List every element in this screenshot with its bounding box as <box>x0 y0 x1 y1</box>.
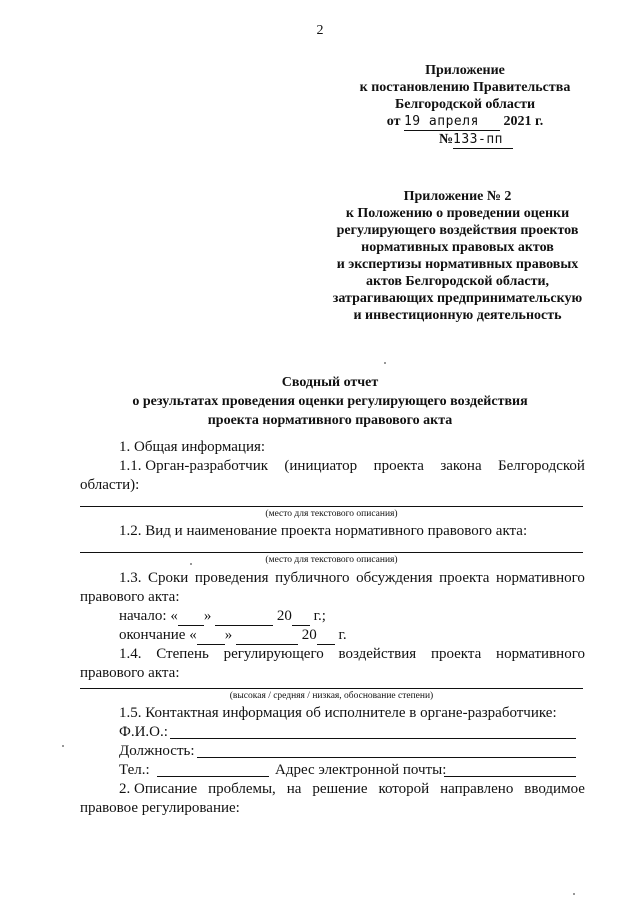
s13-word: проведения <box>194 570 269 586</box>
page-number <box>0 22 640 39</box>
appendix2-header <box>315 188 600 324</box>
scan-speck <box>573 893 575 895</box>
appendix-number-line <box>340 131 590 149</box>
s14-word: воздействия <box>338 646 417 662</box>
section-1-3-line <box>119 569 585 587</box>
number-value-field <box>453 131 513 149</box>
appendix-resolution-header <box>340 62 590 149</box>
s13-word: проекта <box>439 570 490 586</box>
s11-word: 1.1. Орган-разработчик <box>119 458 269 474</box>
s13-word: обсуждения <box>356 570 433 586</box>
s2-word: проблемы, <box>208 781 276 797</box>
scan-speck <box>384 362 386 364</box>
hint-degree: (высокая / средняя / низкая, обоснование степени) <box>229 691 434 701</box>
s2-word: которой <box>378 781 430 797</box>
appendix-line1: Приложение <box>425 63 505 78</box>
appendix2-line: затрагивающих предпринимательскую <box>332 291 583 306</box>
scan-speck <box>62 745 64 747</box>
section-2-line <box>119 780 585 798</box>
s11-word: (инициатор <box>284 458 358 474</box>
s14-word: 1.4. <box>119 646 142 662</box>
appendix-line2: к постановлению Правительства <box>359 80 571 95</box>
section-1-3-cont: правового акта: <box>80 589 180 605</box>
section-1-4-line <box>119 645 585 663</box>
s11-word: Белгородской <box>498 458 585 474</box>
s13-word: нормативного <box>495 570 585 586</box>
section-1-2: 1.2. Вид и наименование проекта нормативного правового акта: <box>119 523 528 539</box>
scan-speck <box>190 563 192 565</box>
s2-word: направлено <box>440 781 514 797</box>
section-1-heading: 1. Общая информация: <box>119 439 266 455</box>
s14-word: проекта <box>430 646 482 662</box>
s13-word: Сроки <box>148 570 189 586</box>
appendix2-line: нормативных правовых актов <box>361 240 554 255</box>
degree-fill-line <box>80 688 583 689</box>
date-value-field <box>404 113 500 131</box>
position-field[interactable] <box>197 757 576 758</box>
number-value: 133-пп <box>453 132 503 147</box>
s13-word: публичного <box>275 570 350 586</box>
section-2-cont: правовое регулирование: <box>80 800 240 816</box>
s11-word: закона <box>440 458 482 474</box>
start-day-field[interactable] <box>178 607 204 626</box>
appendix2-line: и экспертизы нормативных правовых <box>336 257 579 272</box>
end-day-field[interactable] <box>197 626 225 645</box>
phone-field[interactable] <box>157 776 269 777</box>
date-prefix: от <box>386 114 401 129</box>
end-year-prefix: 20 <box>301 627 317 643</box>
phone-label: Тел.: <box>119 762 150 778</box>
section-1-5: 1.5. Контактная информация об исполнителе в органе-разработчике: <box>119 705 557 721</box>
report-title <box>80 374 580 429</box>
s2-word: вводимое <box>524 781 585 797</box>
fio-label: Ф.И.О.: <box>119 724 168 740</box>
s2-word: 2. Описание <box>119 781 198 797</box>
appendix2-line: актов Белгородской области, <box>365 274 550 289</box>
page-number-text: 2 <box>316 23 324 38</box>
start-date-row <box>119 607 326 626</box>
number-sign: № <box>438 132 454 147</box>
start-mid: » <box>203 608 212 624</box>
fio-field[interactable] <box>170 738 576 739</box>
date-year: 2021 г. <box>503 114 544 129</box>
end-label: окончание « <box>119 627 197 643</box>
appendix2-line: к Положению о проведении оценки <box>345 206 570 221</box>
end-suffix: г. <box>338 627 347 643</box>
start-year-field[interactable] <box>292 607 310 626</box>
section-1-1-cont: области): <box>80 477 140 493</box>
appendix2-line: регулирующего воздействия проектов <box>336 223 579 238</box>
s2-word: решение <box>312 781 368 797</box>
hint-text-description: (место для текстового описания) <box>265 509 398 519</box>
s2-word: на <box>286 781 302 797</box>
section-1-4-cont: правового акта: <box>80 665 180 681</box>
email-field[interactable] <box>444 776 576 777</box>
end-year-field[interactable] <box>317 626 335 645</box>
start-month-field[interactable] <box>215 607 273 626</box>
name-fill-line <box>80 552 583 553</box>
title-line2: о результатах проведения оценки регулирующего воздействия <box>132 394 528 409</box>
s13-word: 1.3. <box>119 570 142 586</box>
position-label: Должность: <box>119 743 195 759</box>
end-mid: » <box>224 627 233 643</box>
title-line3: проекта нормативного правового акта <box>207 413 453 428</box>
s14-word: Степень <box>156 646 209 662</box>
organ-fill-line <box>80 506 583 507</box>
section-1-1-line <box>119 457 585 475</box>
appendix-date-line <box>340 113 590 131</box>
s14-word: регулирующего <box>223 646 324 662</box>
appendix2-line: и инвестиционную деятельность <box>353 308 562 323</box>
start-label: начало: « <box>119 608 178 624</box>
date-value: 19 апреля <box>403 114 479 129</box>
email-label: Адрес электронной почты: <box>275 762 447 778</box>
s11-word: проекта <box>373 458 424 474</box>
end-date-row <box>119 626 347 645</box>
hint-text-description-2: (место для текстового описания) <box>265 555 398 565</box>
title-line1: Сводный отчет <box>281 375 379 390</box>
start-suffix: г.; <box>313 608 326 624</box>
s14-word: нормативного <box>496 646 585 662</box>
end-month-field[interactable] <box>236 626 298 645</box>
appendix2-line: Приложение № 2 <box>403 189 512 204</box>
start-year-prefix: 20 <box>276 608 292 624</box>
appendix-line3: Белгородской области <box>394 97 536 112</box>
